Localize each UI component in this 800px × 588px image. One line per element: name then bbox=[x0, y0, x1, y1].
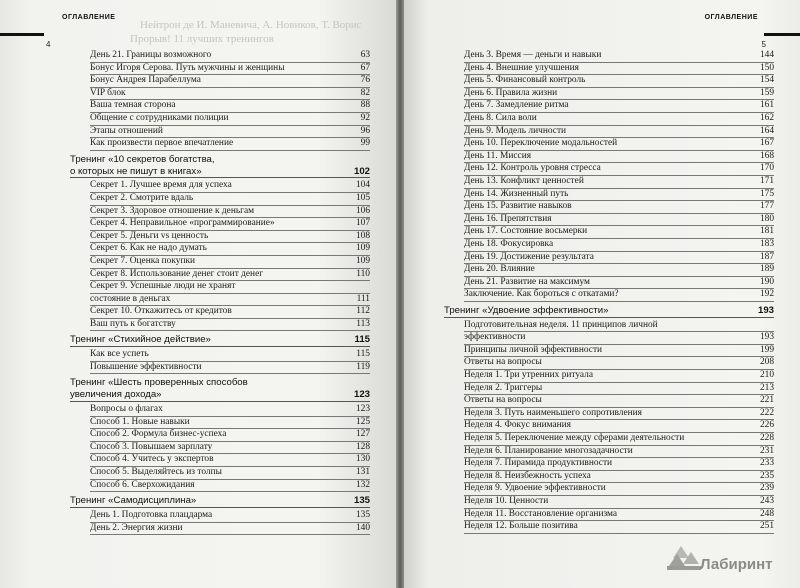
toc-entry-title: Бонус Андрея Парабеллума bbox=[90, 75, 201, 86]
toc-entry bbox=[464, 75, 774, 88]
toc-entry-title: Заключение. Как бороться с откатами? bbox=[464, 289, 619, 300]
toc-entry bbox=[464, 521, 774, 534]
toc-entry-title: День 13. Конфликт ценностей bbox=[464, 175, 584, 186]
toc-entry bbox=[464, 189, 774, 202]
toc-entry bbox=[464, 446, 774, 459]
toc-entry bbox=[464, 252, 774, 265]
toc-entry-title: Неделя 5. Переключение между сферами деятельности bbox=[464, 433, 685, 444]
toc-entry bbox=[464, 483, 774, 496]
toc-page-number: 190 bbox=[759, 276, 774, 287]
toc-entry bbox=[464, 471, 774, 484]
labirint-watermark: Лабиринт bbox=[700, 556, 773, 573]
toc-page-number: 123 bbox=[353, 389, 370, 401]
page-header: ОГЛАВЛЕНИЕ bbox=[704, 14, 758, 21]
toc-page-number: 199 bbox=[759, 344, 774, 355]
toc-entry-title: Неделя 3. Путь наименьшего сопротивления bbox=[464, 407, 642, 418]
toc-page-number: 167 bbox=[759, 138, 774, 149]
toc-entry bbox=[464, 345, 774, 358]
toc-entry bbox=[464, 420, 774, 433]
toc-entry-title: День 5. Финансовый контроль bbox=[464, 75, 586, 86]
toc-page-number: 125 bbox=[355, 416, 370, 427]
toc-entry bbox=[90, 206, 370, 219]
toc-entry bbox=[464, 458, 774, 471]
toc-entry bbox=[464, 264, 774, 277]
toc-page-number: 175 bbox=[759, 188, 774, 199]
toc-entry bbox=[90, 404, 370, 417]
toc-section-title: Тренинг «Удвоение эффективности» bbox=[444, 304, 609, 316]
toc-entry-title: День 21. Границы возможного bbox=[90, 50, 212, 60]
toc-entry bbox=[464, 395, 774, 408]
toc-entry-title: День 16. Препятствия bbox=[464, 213, 552, 224]
toc-section-title: о которых не пишут в книгах» bbox=[70, 165, 202, 177]
toc-entry-title: Неделя 6. Планирование многозадачности bbox=[464, 445, 633, 456]
toc-entry-title: Неделя 4. Фокус внимания bbox=[464, 420, 571, 431]
toc-page-number: 130 bbox=[355, 454, 370, 465]
toc-entry bbox=[464, 201, 774, 214]
toc-entry bbox=[90, 243, 370, 256]
toc-entry-title: Способ 6. Сверхожидания bbox=[90, 479, 195, 490]
toc-entry-title: Секрет 10. Откажитесь от кредитов bbox=[90, 306, 232, 317]
toc-entry-title: День 9. Модель личности bbox=[464, 125, 567, 136]
toc-entry-title: Этапы отношений bbox=[90, 125, 163, 136]
page-number: 5 bbox=[761, 40, 766, 49]
toc-entry-title: Секрет 6. Как не надо думать bbox=[90, 243, 207, 254]
toc-entry bbox=[90, 294, 370, 307]
toc-page-number: 193 bbox=[757, 304, 774, 316]
toc-page-number: 119 bbox=[356, 361, 370, 372]
toc-page-number: 82 bbox=[360, 87, 370, 98]
toc-page-number: 210 bbox=[759, 370, 774, 381]
toc-page-number: 67 bbox=[360, 62, 370, 73]
toc-page-number: 180 bbox=[759, 213, 774, 224]
toc-page-number: 105 bbox=[355, 192, 370, 203]
toc-entry bbox=[464, 176, 774, 189]
toc-entry-title: День 11. Миссия bbox=[464, 150, 532, 161]
toc-page-number: 108 bbox=[355, 230, 370, 241]
toc-entry-title: Ответы на вопросы bbox=[464, 357, 542, 368]
toc-page-number: 102 bbox=[353, 165, 370, 177]
toc-entry-title: Секрет 8. Использование денег стоит денег bbox=[90, 268, 264, 279]
toc-section-title: увеличения дохода» bbox=[70, 389, 162, 401]
toc-entry bbox=[464, 126, 774, 139]
toc-entry-title: Секрет 5. Деньги vs ценность bbox=[90, 230, 209, 241]
toc-page-number: 243 bbox=[759, 495, 774, 506]
toc-entry bbox=[464, 370, 774, 383]
toc-entry bbox=[90, 417, 370, 430]
toc-page-number: 235 bbox=[759, 470, 774, 481]
toc-entry-title: эффективности bbox=[464, 332, 526, 343]
toc-entry bbox=[464, 509, 774, 522]
toc-section-heading bbox=[70, 154, 370, 179]
toc-entry-title: Неделя 1. Три утренних ритуала bbox=[464, 370, 594, 381]
toc-page-number: 226 bbox=[759, 420, 774, 431]
toc-entry bbox=[90, 429, 370, 442]
toc-entry-title: Способ 3. Повышаем зарплату bbox=[90, 441, 213, 452]
toc-entry-title: Секрет 2. Смотрите вдаль bbox=[90, 192, 194, 203]
toc-page-number: 123 bbox=[355, 404, 370, 415]
toc-page-number: 187 bbox=[759, 251, 774, 262]
toc-entry bbox=[90, 126, 370, 139]
toc-page-number: 181 bbox=[759, 226, 774, 237]
toc-page-number: 140 bbox=[355, 522, 370, 533]
toc-entry-title: Ответы на вопросы bbox=[464, 395, 542, 406]
toc-entry bbox=[90, 63, 370, 76]
toc-entry-title: Общение с сотрудниками полиции bbox=[90, 112, 229, 123]
toc-entry-title: День 12. Контроль уровня стресса bbox=[464, 163, 601, 174]
toc-entry-title: Как все успеть bbox=[90, 349, 149, 360]
toc-entry bbox=[90, 319, 370, 332]
toc-entry bbox=[464, 332, 774, 345]
toc-entry-title: Вопросы о флагах bbox=[90, 404, 163, 415]
left-page bbox=[0, 0, 396, 588]
toc-entry bbox=[90, 281, 370, 294]
toc-page-number: 109 bbox=[355, 243, 370, 254]
toc-page-number: 161 bbox=[759, 100, 774, 111]
toc-page-number: 99 bbox=[360, 138, 370, 149]
toc-entry-title: Неделя 9. Удвоение эффективности bbox=[464, 483, 606, 494]
toc-page-number: 106 bbox=[355, 205, 370, 216]
toc-entry bbox=[90, 88, 370, 101]
toc-entry-title: Как произвести первое впечатление bbox=[90, 138, 234, 149]
toc-page-number: 162 bbox=[759, 112, 774, 123]
toc-entry-title: Подготовительная неделя. 11 принципов личной bbox=[464, 319, 658, 330]
labirint-logo-icon bbox=[667, 546, 701, 570]
header-rule bbox=[764, 33, 800, 36]
toc-entry-title: Неделя 12. Больше позитива bbox=[464, 521, 578, 532]
toc-entry-title: Секрет 9. Успешные люди не хранят bbox=[90, 281, 236, 292]
toc-section-title: Тренинг «Самодисциплина» bbox=[70, 495, 197, 507]
right-page bbox=[404, 0, 800, 588]
toc-entry bbox=[464, 320, 774, 333]
toc-page-number: 183 bbox=[759, 238, 774, 249]
toc-page-number: 213 bbox=[759, 382, 774, 393]
toc-entry-title: Повышение эффективности bbox=[90, 361, 202, 372]
toc-entry bbox=[90, 362, 370, 375]
toc-entry bbox=[464, 277, 774, 290]
toc-page-number: 76 bbox=[360, 75, 370, 86]
toc-entry bbox=[90, 75, 370, 88]
toc-page-number: 111 bbox=[356, 293, 370, 304]
toc-page-number: 193 bbox=[759, 332, 774, 343]
book-gutter bbox=[396, 0, 404, 588]
toc-entry-title: Секрет 1. Лучшее время для успеха bbox=[90, 180, 232, 191]
toc-entry-title: Неделя 7. Пирамида продуктивности bbox=[464, 458, 613, 469]
toc-entry-title: Неделя 11. Восстановление организма bbox=[464, 508, 618, 519]
page-header: ОГЛАВЛЕНИЕ bbox=[62, 14, 116, 21]
toc-page-number: 170 bbox=[759, 163, 774, 174]
toc-page-number: 132 bbox=[355, 479, 370, 490]
toc-page-number: 150 bbox=[759, 62, 774, 73]
toc-entry bbox=[90, 269, 370, 282]
toc-page-number: 63 bbox=[360, 50, 370, 60]
toc-entry bbox=[464, 496, 774, 509]
toc-entry-title: День 8. Сила воли bbox=[464, 112, 537, 123]
toc-entry-title: День 7. Замедление ритма bbox=[464, 100, 569, 111]
toc-entry-title: Способ 2. Формула бизнес-успеха bbox=[90, 429, 227, 440]
toc-entry-title: День 15. Развитие навыков bbox=[464, 201, 572, 212]
toc-entry bbox=[464, 214, 774, 227]
toc-entry bbox=[464, 151, 774, 164]
toc-entry bbox=[90, 442, 370, 455]
toc-entry bbox=[464, 63, 774, 76]
toc-page-number: 109 bbox=[355, 255, 370, 266]
toc-page-number: 192 bbox=[759, 289, 774, 300]
toc-page-number: 131 bbox=[355, 467, 370, 478]
toc-entry bbox=[90, 349, 370, 362]
toc-entry bbox=[90, 193, 370, 206]
toc-entry-title: Неделя 10. Ценности bbox=[464, 495, 549, 506]
toc-section-heading bbox=[70, 334, 370, 347]
toc-page-number: 96 bbox=[360, 125, 370, 136]
toc-page-number: 228 bbox=[759, 433, 774, 444]
table-of-contents bbox=[444, 50, 774, 534]
toc-entry bbox=[464, 163, 774, 176]
toc-page-number: 115 bbox=[356, 349, 370, 360]
toc-section-heading bbox=[444, 305, 774, 318]
toc-entry-title: Секрет 4. Неправильное «программирование» bbox=[90, 218, 275, 229]
toc-page-number: 231 bbox=[759, 445, 774, 456]
toc-section-heading bbox=[70, 495, 370, 508]
toc-entry bbox=[90, 113, 370, 126]
toc-page-number: 115 bbox=[354, 334, 370, 346]
toc-section-heading bbox=[70, 377, 370, 402]
toc-entry-title: День 6. Правила жизни bbox=[464, 87, 558, 98]
toc-entry bbox=[90, 100, 370, 113]
toc-entry bbox=[464, 433, 774, 446]
toc-page-number: 221 bbox=[759, 395, 774, 406]
toc-entry bbox=[90, 138, 370, 151]
toc-section-title: Тренинг «Шесть проверенных способов bbox=[70, 377, 248, 389]
toc-entry bbox=[90, 50, 370, 63]
bleed-through-text: Прорыв! 11 лучших тренингов bbox=[130, 33, 274, 45]
toc-entry bbox=[90, 231, 370, 244]
toc-entry-title: Принципы личной эффективности bbox=[464, 344, 603, 355]
toc-entry bbox=[464, 100, 774, 113]
toc-entry-title: состояние в деньгах bbox=[90, 293, 171, 304]
toc-page-number: 168 bbox=[759, 150, 774, 161]
toc-entry bbox=[90, 256, 370, 269]
toc-entry-title: День 17. Состояние восьмерки bbox=[464, 226, 588, 237]
toc-entry-title: Секрет 7. Оценка покупки bbox=[90, 255, 196, 266]
toc-entry bbox=[90, 510, 370, 523]
toc-entry-title: Способ 5. Выделяйтесь из толпы bbox=[90, 467, 222, 478]
toc-entry bbox=[90, 480, 370, 493]
toc-entry-title: День 20. Влияние bbox=[464, 264, 535, 275]
toc-entry bbox=[90, 218, 370, 231]
toc-entry-title: Неделя 8. Неизбежность успеха bbox=[464, 470, 591, 481]
toc-page-number: 208 bbox=[759, 357, 774, 368]
bleed-through-text: Нейтрон де И. Маневича, А. Новиков, Т. Ворис bbox=[140, 19, 362, 31]
toc-entry bbox=[90, 180, 370, 193]
toc-page-number: 159 bbox=[759, 87, 774, 98]
toc-page-number: 104 bbox=[355, 180, 370, 191]
toc-page-number: 135 bbox=[353, 495, 370, 507]
toc-page-number: 88 bbox=[360, 100, 370, 111]
toc-entry-title: День 2. Энергия жизни bbox=[90, 522, 183, 533]
toc-entry-title: День 14. Жизненный путь bbox=[464, 188, 569, 199]
toc-entry-title: VIP блок bbox=[90, 87, 126, 98]
toc-page-number: 112 bbox=[356, 306, 370, 317]
toc-page-number: 144 bbox=[759, 50, 774, 60]
page-number: 4 bbox=[46, 40, 51, 49]
toc-entry bbox=[464, 357, 774, 370]
toc-entry bbox=[90, 306, 370, 319]
toc-entry bbox=[464, 113, 774, 126]
toc-page-number: 92 bbox=[360, 112, 370, 123]
toc-page-number: 107 bbox=[355, 218, 370, 229]
toc-entry-title: День 3. Время — деньги и навыки bbox=[464, 50, 602, 60]
toc-entry bbox=[90, 523, 370, 536]
toc-entry-title: Ваш путь к богатству bbox=[90, 318, 176, 329]
toc-page-number: 239 bbox=[759, 483, 774, 494]
toc-page-number: 128 bbox=[355, 441, 370, 452]
toc-entry-title: Ваша темная сторона bbox=[90, 100, 176, 111]
toc-section-title: Тренинг «Стихийное действие» bbox=[70, 334, 211, 346]
toc-page-number: 248 bbox=[759, 508, 774, 519]
toc-entry-title: Неделя 2. Триггеры bbox=[464, 382, 543, 393]
table-of-contents bbox=[70, 50, 370, 535]
toc-page-number: 222 bbox=[759, 407, 774, 418]
toc-entry-title: Секрет 3. Здоровое отношение к деньгам bbox=[90, 205, 255, 216]
toc-page-number: 127 bbox=[355, 429, 370, 440]
toc-entry bbox=[464, 88, 774, 101]
toc-entry-title: День 19. Достижение результата bbox=[464, 251, 594, 262]
toc-entry-title: Бонус Игоря Серова. Путь мужчины и женщины bbox=[90, 62, 285, 73]
toc-entry bbox=[464, 138, 774, 151]
toc-entry bbox=[90, 467, 370, 480]
toc-entry-title: День 18. Фокусировка bbox=[464, 238, 554, 249]
toc-entry-title: Способ 4. Учитесь у экспертов bbox=[90, 454, 214, 465]
toc-entry bbox=[464, 239, 774, 252]
toc-page-number: 164 bbox=[759, 125, 774, 136]
toc-page-number: 171 bbox=[759, 175, 774, 186]
toc-entry bbox=[464, 226, 774, 239]
toc-page-number: 177 bbox=[759, 201, 774, 212]
header-rule bbox=[0, 33, 44, 36]
toc-entry-title: Способ 1. Новые навыки bbox=[90, 416, 190, 427]
toc-page-number: 113 bbox=[356, 318, 370, 329]
toc-page-number: 135 bbox=[355, 510, 370, 520]
toc-entry-title: День 1. Подготовка плацдарма bbox=[90, 510, 213, 520]
toc-page-number: 233 bbox=[759, 458, 774, 469]
toc-page-number: 251 bbox=[759, 521, 774, 532]
toc-entry-title: День 21. Развитие на максимум bbox=[464, 276, 590, 287]
toc-entry bbox=[90, 454, 370, 467]
toc-page-number: 189 bbox=[759, 264, 774, 275]
toc-entry-title: День 4. Внешние улучшения bbox=[464, 62, 579, 73]
toc-entry bbox=[464, 408, 774, 421]
toc-entry-title: День 10. Переключение модальностей bbox=[464, 138, 618, 149]
toc-section-title: Тренинг «10 секретов богатства, bbox=[70, 153, 215, 165]
toc-entry bbox=[464, 289, 774, 302]
toc-page-number: 154 bbox=[759, 75, 774, 86]
toc-entry bbox=[464, 50, 774, 63]
toc-page-number: 110 bbox=[356, 268, 370, 279]
toc-entry bbox=[464, 383, 774, 396]
